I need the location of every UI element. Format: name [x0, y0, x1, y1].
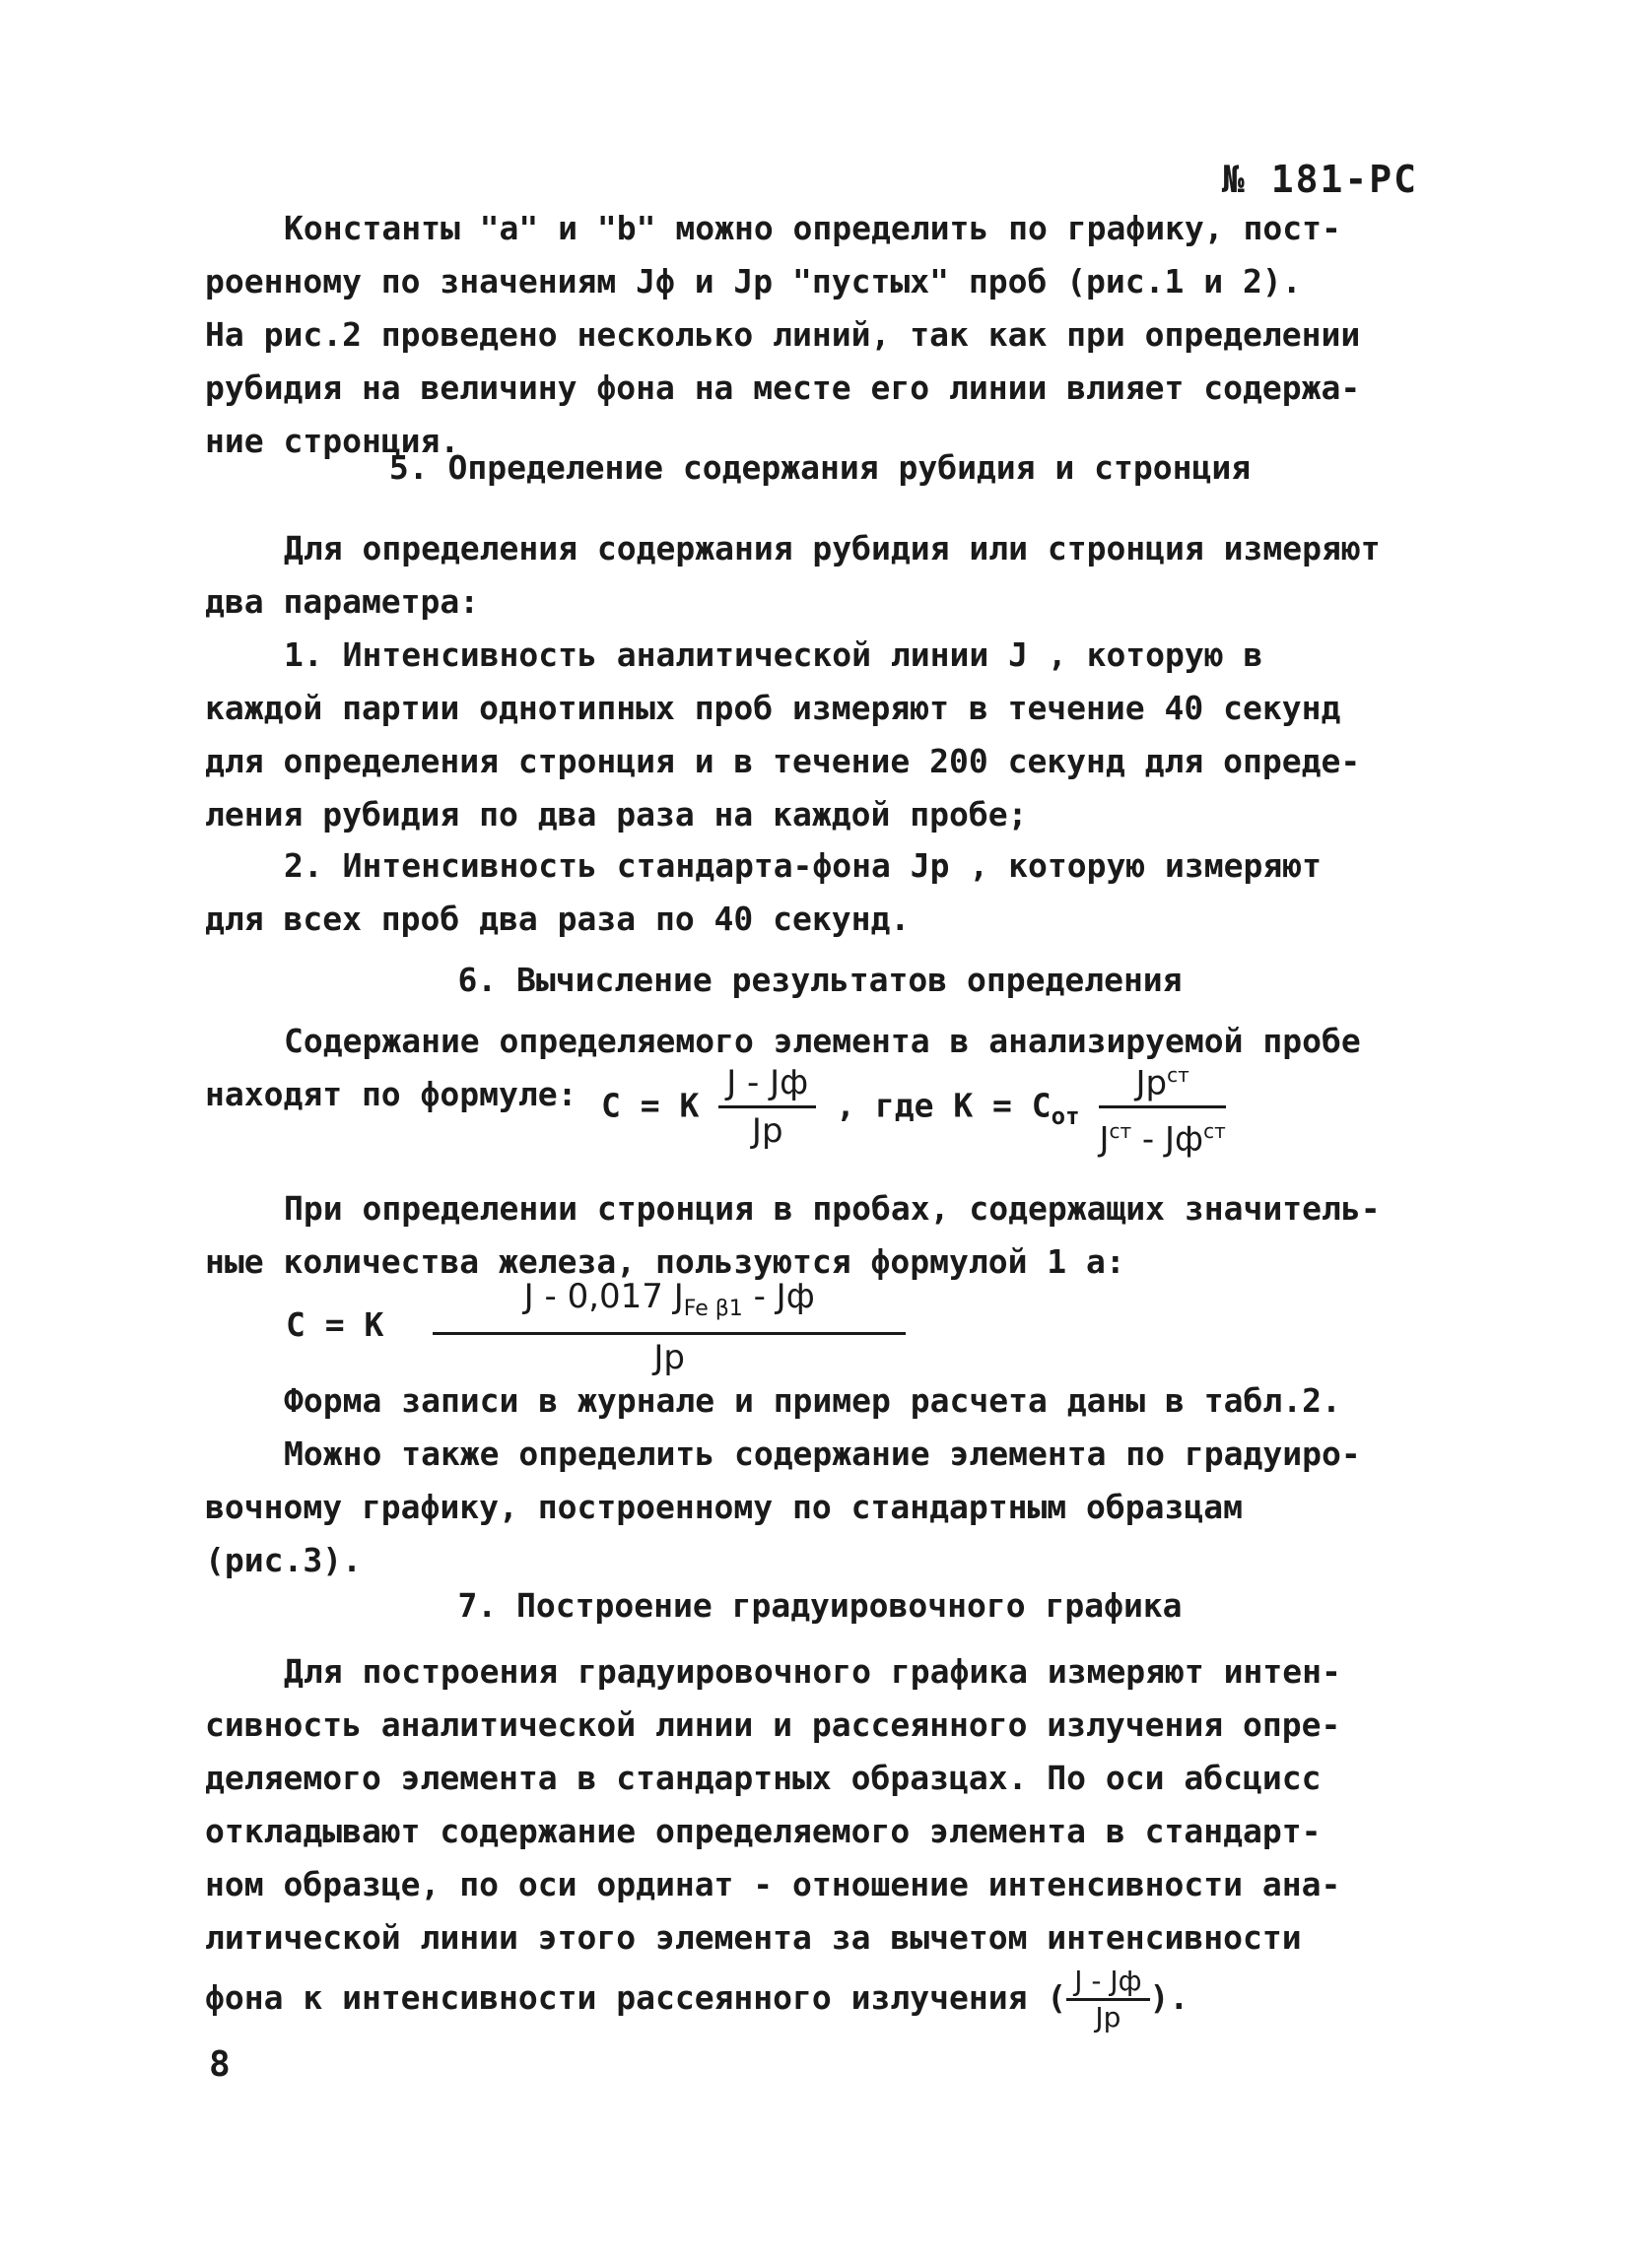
fraction-denominator: Jр	[653, 1337, 686, 1377]
fraction-denominator: Jр	[1095, 2001, 1121, 2034]
text-line: ние стронция.	[205, 422, 460, 460]
text-line-with-fraction	[205, 1965, 1435, 2035]
k-num-symbol: Jр	[1135, 1063, 1168, 1103]
formula-iron	[286, 1274, 906, 1380]
page-number: 8	[209, 2044, 231, 2085]
k-num-sup: ст	[1167, 1063, 1189, 1087]
formula-lhs: C = K	[286, 1305, 384, 1345]
text-line: Для определения содержания рубидия или стронция измеряют	[284, 529, 1381, 567]
formula-k-subscript: от	[1051, 1101, 1080, 1130]
inline-ratio-fraction	[1066, 1965, 1149, 2035]
text-line: (рис.3).	[205, 1541, 362, 1579]
section-heading-7: 7. Построение градуировочного графика	[457, 1586, 1183, 1625]
fraction-numerator: J - Jф	[1066, 1965, 1149, 2001]
paragraph-constants	[205, 202, 1435, 468]
text-line: два параметра:	[205, 582, 480, 621]
formula-lhs: C = K	[601, 1086, 700, 1125]
paragraph-parameters-intro	[205, 522, 1435, 629]
paragraph-parameter-1	[205, 629, 1435, 841]
fraction-denominator: Jр	[751, 1111, 783, 1152]
formula-k-fraction	[1099, 1052, 1225, 1163]
text-line: вочному графику, построенному по стандартным образцам	[205, 1488, 1243, 1526]
fraction-numerator: J - Jф	[718, 1060, 816, 1108]
text-line: роенному по значениям Jф и Jр "пустых" проб (рис.1 и 2).	[205, 262, 1302, 300]
text-line: ные количества железа, пользуются формулой 1 а:	[205, 1242, 1125, 1281]
text-line: для определения стронция и в течение 200 секунд для опреде-	[205, 742, 1361, 780]
paragraph-parameter-2	[205, 839, 1435, 946]
num-main: J - 0,017 J	[523, 1277, 684, 1316]
text-line: ления рубидия по два раза на каждой пробе;	[205, 795, 1028, 834]
text-line: откладывают содержание определяемого элемента в стандарт-	[205, 1812, 1322, 1850]
num-sub: Fe β1	[683, 1296, 743, 1321]
formula-main-fraction	[718, 1060, 816, 1154]
text-fragment-end: ).	[1149, 1978, 1189, 2017]
text-line: рубидия на величину фона на месте его линии влияет содержа-	[205, 368, 1361, 407]
k-den-minus: - Jф	[1131, 1119, 1204, 1160]
text-line: каждой партии однотипных проб измеряют в течение 40 секунд	[205, 689, 1341, 727]
text-line: Форма записи в журнале и пример расчета даны в табл.2.	[284, 1381, 1341, 1420]
k-fraction-denominator	[1099, 1108, 1225, 1162]
num-tail: - Jф	[742, 1277, 815, 1316]
k-den-symbol: J	[1099, 1119, 1110, 1160]
text-line: При определении стронция в пробах, содержащих значитель-	[284, 1189, 1381, 1228]
text-line: Константы "a" и "b" можно определить по графику, пост-	[284, 209, 1341, 247]
text-line: сивность аналитической линии и рассеянного излучения опре-	[205, 1705, 1341, 1744]
text-line: находят по формуле:	[205, 1075, 577, 1113]
text-line: ном образце, по оси ординат - отношение интенсивности ана-	[205, 1865, 1341, 1903]
paragraph-calibration	[205, 1645, 1435, 2035]
formula-main	[601, 1052, 1226, 1163]
paragraph-iron-note	[205, 1182, 1435, 1289]
section-heading-6: 6. Вычисление результатов определения	[457, 961, 1183, 999]
text-line: деляемого элемента в стандартных образцах. По оси абсцисс	[205, 1759, 1322, 1797]
document-number: № 181-РС	[1221, 158, 1418, 201]
formula-k-definition: , где К = C	[836, 1086, 1052, 1125]
text-line: Содержание определяемого элемента в анализируемой пробе	[284, 1022, 1361, 1060]
paragraph-journal	[205, 1374, 1435, 1587]
text-line: для всех проб два раза по 40 секунд.	[205, 900, 911, 938]
text-line: 2. Интенсивность стандарта-фона Jр , которую измеряют	[284, 846, 1322, 885]
k-fraction-numerator	[1099, 1052, 1225, 1108]
text-fragment: фона к интенсивности рассеянного излучения (	[205, 1978, 1067, 2017]
k-den-sup: ст	[1109, 1119, 1132, 1144]
text-line: 1. Интенсивность аналитической линии J , которую в	[284, 635, 1263, 674]
section-heading-5: 5. Определение содержания рубидия и стронция	[388, 448, 1252, 487]
text-line: На рис.2 проведено несколько линий, так как при определении	[205, 315, 1361, 354]
text-line: литической линии этого элемента за вычетом интенсивности	[205, 1918, 1302, 1957]
k-den-minus-sup: ст	[1203, 1119, 1226, 1144]
fraction-numerator	[433, 1274, 906, 1335]
text-line: Можно также определить содержание элемента по градуиро-	[284, 1434, 1361, 1473]
text-line: Для построения градуировочного графика измеряют интен-	[284, 1652, 1341, 1691]
formula-iron-fraction	[433, 1274, 906, 1380]
